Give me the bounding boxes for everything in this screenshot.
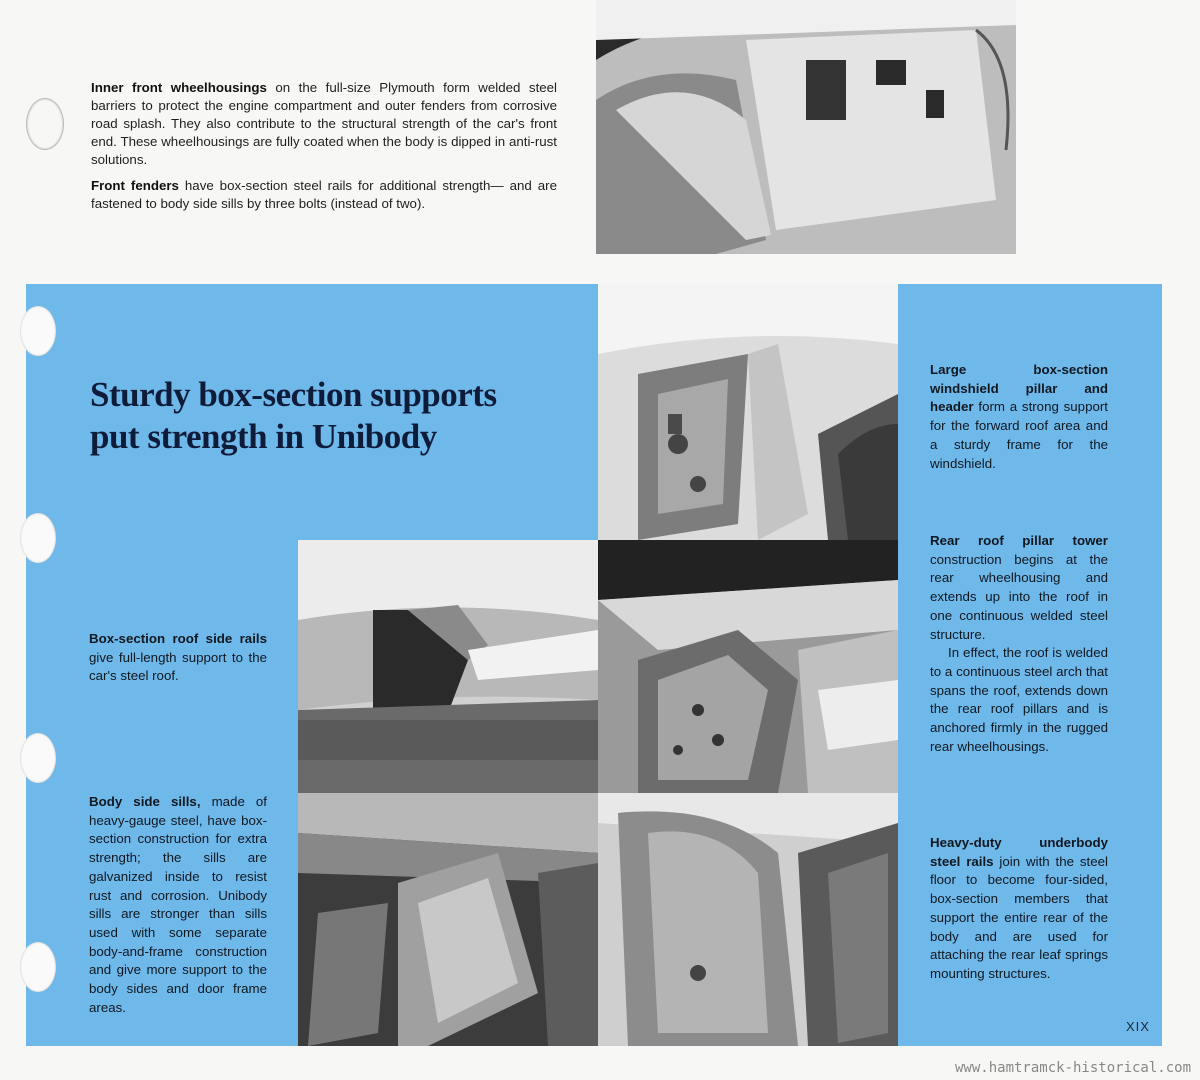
watermark: www.hamtramck-historical.com (955, 1060, 1192, 1076)
windshield-pillar-photo (598, 284, 898, 540)
roof-rails-body: give full-length support to the car's steel roof. (89, 649, 267, 684)
tower-title: Rear roof pillar tower (930, 533, 1108, 548)
page-headline (90, 374, 570, 458)
roof-rail-photo (298, 540, 598, 793)
binder-hole (20, 513, 56, 563)
sills-body: made of heavy-gauge steel, have box-section construction for extra strength; the sills are galvanized inside to resist rust and corrosion. Unibody sills are stronger than sills used with some separate body-and-frame construction and give more support to the body sides and door frame areas. (89, 794, 267, 1015)
body-sill-photo (298, 793, 598, 1046)
headline-line-2: put strength in Unibody (90, 417, 437, 456)
roof-rails-title: Box-section roof side rails (89, 631, 267, 646)
underbody-rail-photo (598, 793, 898, 1046)
wheelhousing-photo (596, 0, 1016, 254)
binder-hole (20, 942, 56, 992)
rear-roof-pillar-photo (598, 540, 898, 793)
intro-text (91, 79, 557, 221)
roof-rails-caption (89, 630, 267, 686)
headline-line-1: Sturdy box-section supports (90, 375, 497, 414)
wheelhousings-body: on the full-size Plymouth form welded steel barriers to protect the engine compartment and outer fenders from corrosive road splash. They also contribute to the structural strength of the car's front end. These wheelhousings are fully coated when the body is dipped in anti-rust solutions. (91, 80, 558, 167)
binder-hole (20, 306, 56, 356)
windshield-title: Large box-section windshield pillar and header (930, 362, 1108, 415)
windshield-caption (930, 361, 1108, 473)
sills-caption (89, 793, 267, 1017)
underbody-title: Heavy-duty underbody steel rails (930, 835, 1108, 869)
fenders-title: Front fenders (91, 178, 179, 193)
wheelhousings-paragraph (91, 79, 557, 169)
windshield-body: form a strong support for the forward roof area and a sturdy frame for the windshield. (930, 399, 1108, 471)
fenders-body: have box-section steel rails for additional strength— and are fastened to body side sills by three bolts (instead of two). (91, 178, 557, 211)
tower-caption (930, 532, 1108, 756)
fenders-paragraph (91, 177, 557, 213)
binder-hole (20, 733, 56, 783)
sills-title: Body side sills, (89, 794, 201, 809)
wheelhousings-title: Inner front wheelhousings (91, 80, 267, 95)
page-number: XIX (1126, 1019, 1150, 1034)
underbody-body: join with the steel floor to become four-sided, box-section members that support the entire rear of the body and are used for attaching the rear leaf springs mounting structures. (930, 853, 1108, 981)
tower-body: construction begins at the rear wheelhousing and extends up into the roof in one continuous welded steel structure. (930, 551, 1108, 642)
underbody-caption (930, 834, 1108, 984)
tower-body-2: In effect, the roof is welded to a continuous steel arch that spans the roof, extends down the rear roof pillars and is anchored firmly in the rugged rear wheelhousings. (930, 645, 1108, 754)
binder-hole-top (26, 98, 64, 150)
